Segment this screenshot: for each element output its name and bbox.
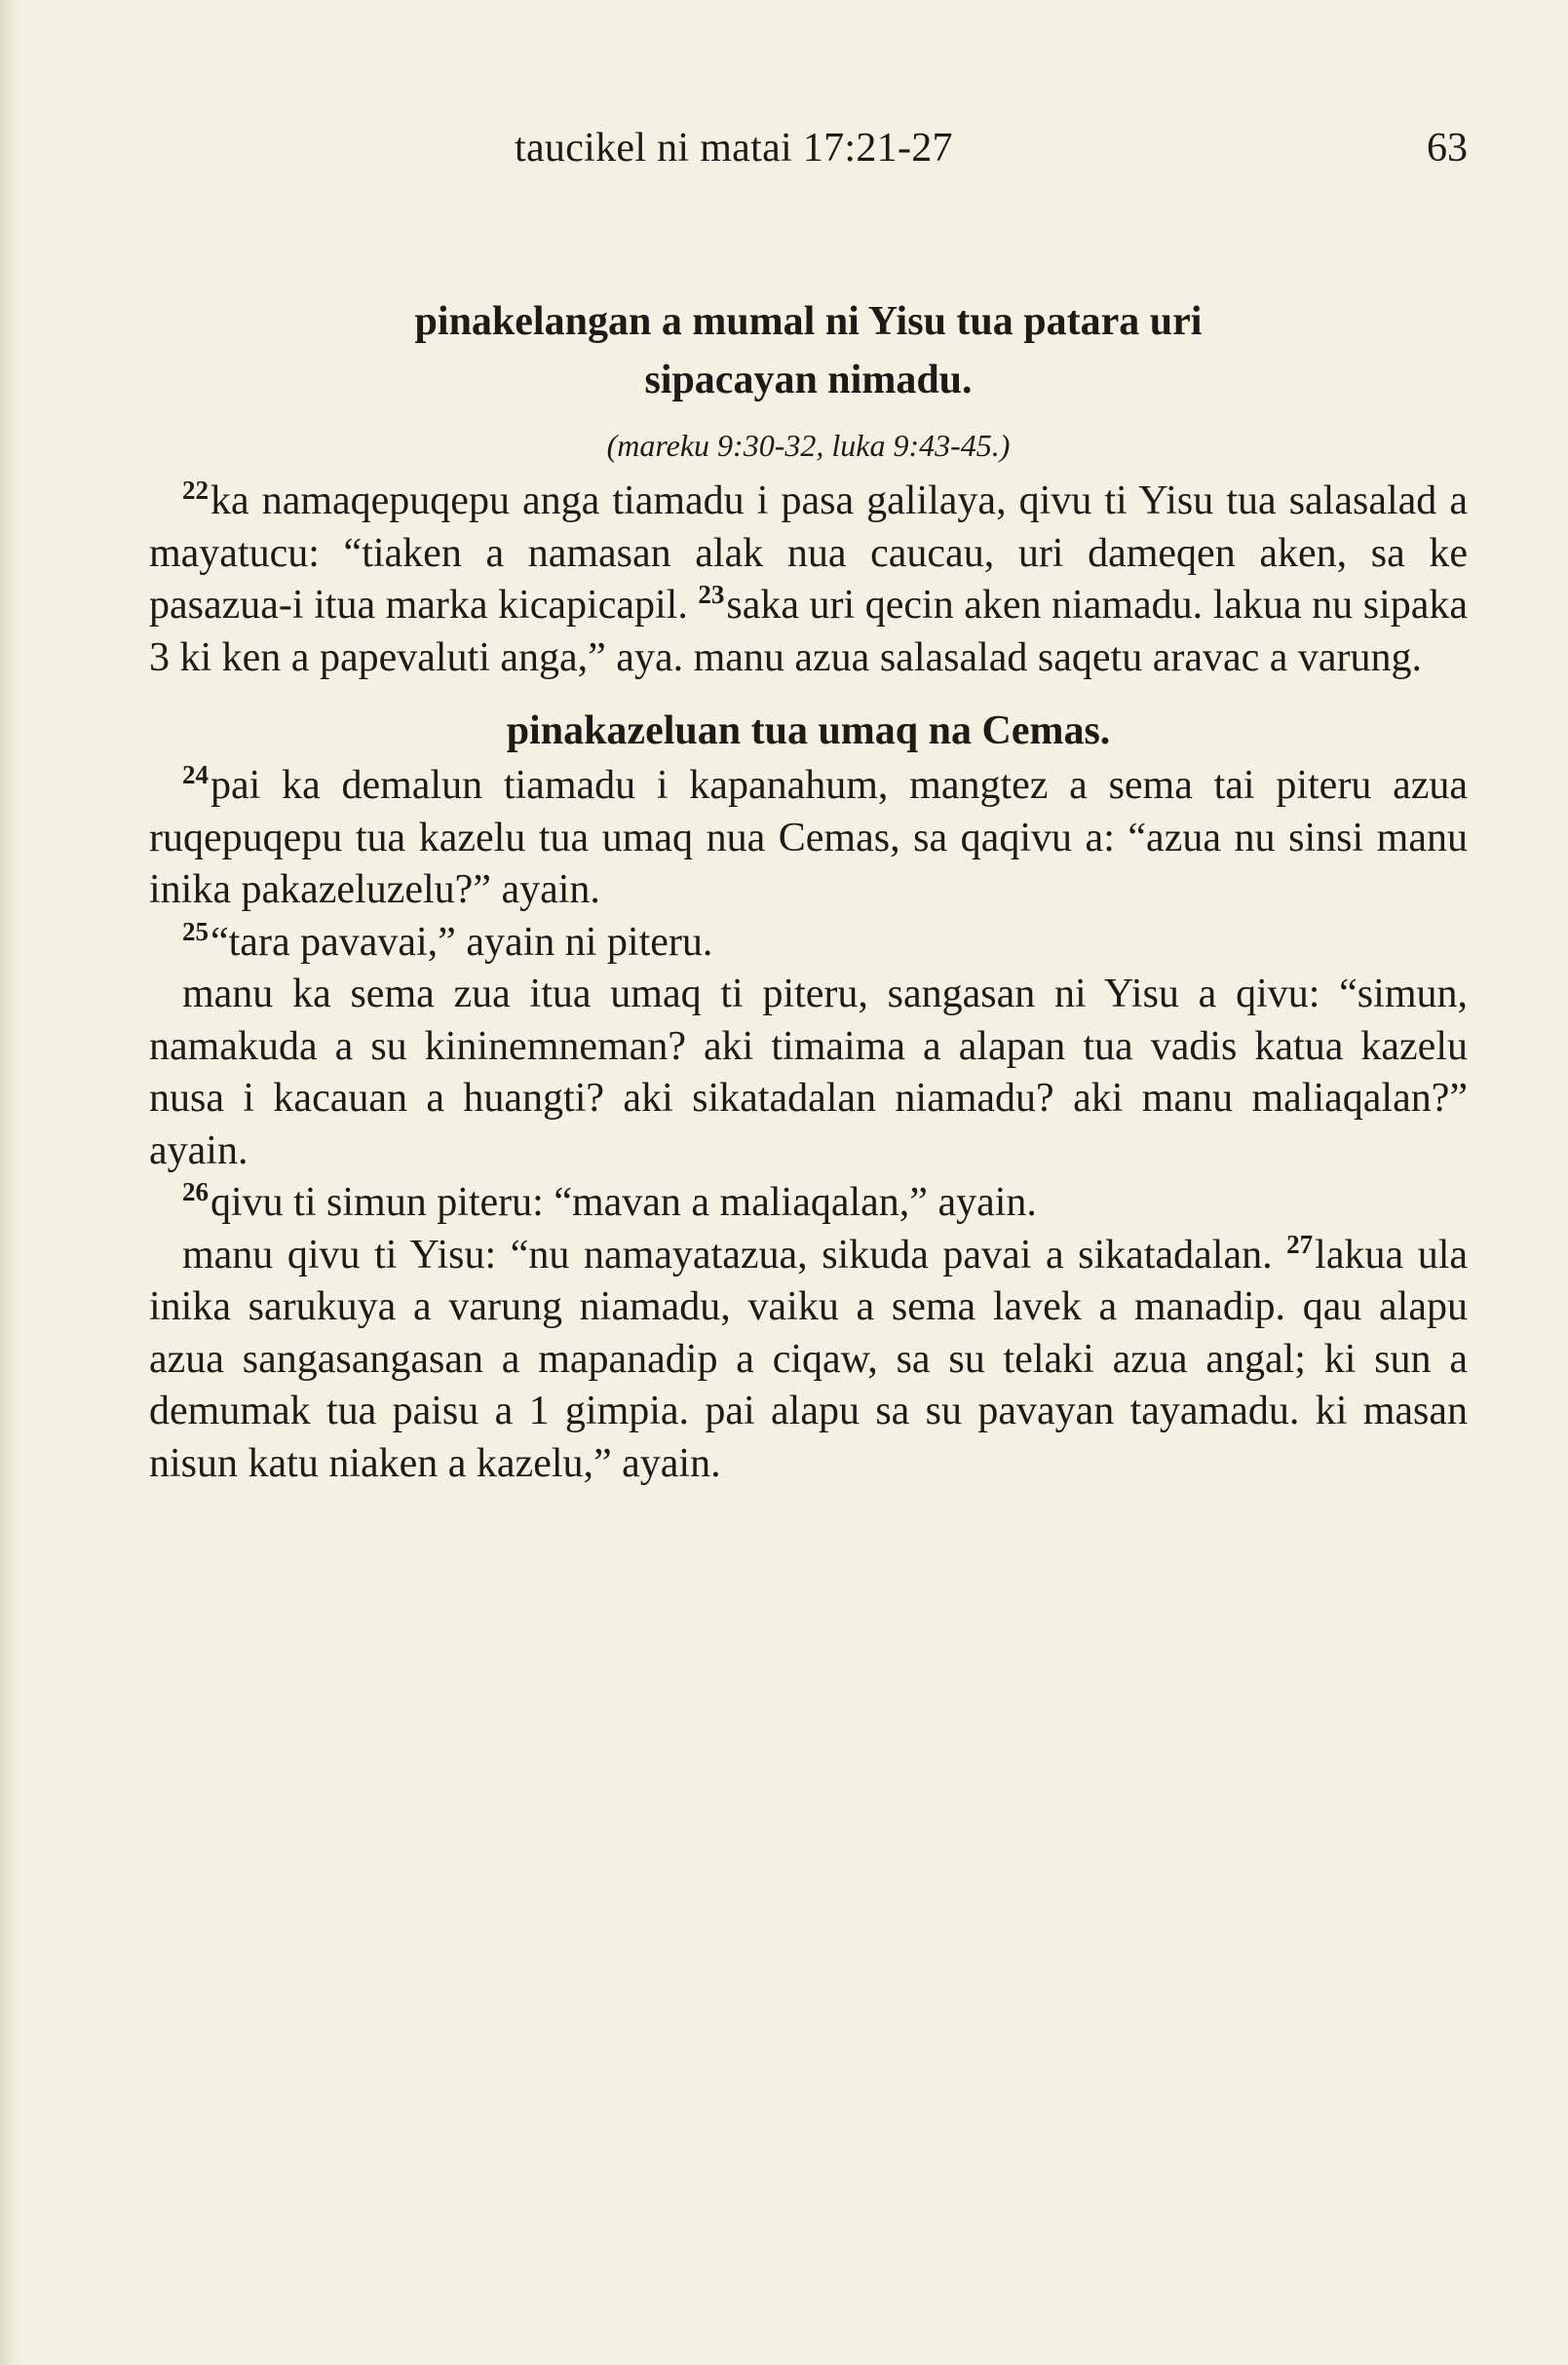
paragraph-after-v25: manu ka sema zua itua umaq ti piteru, sangasan ni Yisu a qivu: “simun, namakuda a su kininemneman? aki timaima a alapan tua vadis katua kazelu nusa i kacauan a huangti? aki sikatadalan niamadu? aki manu maliaqalan?” ayain. [149, 972, 1468, 1173]
section-title: pinakazeluan tua umaq na Cemas. [506, 708, 1111, 753]
section-title-line2: sipacayan nimadu. [644, 358, 973, 402]
section-title-line1: pinakelangan a mumal ni Yisu tua patara uri [414, 299, 1203, 344]
page-number: 63 [1427, 126, 1468, 171]
paragraph-v24 [149, 760, 1468, 917]
verse-text: ka namaqepuqepu anga tiamadu i pasa galilaya, qivu ti Yisu tua salasalad a mayatucu: “tiaken a namasan alak nua caucau, uri dameqen aken, sa ke pasazua-i itua marka kicapicapil. [149, 478, 1468, 628]
page-header [149, 125, 1468, 183]
paragraph-v26 [149, 1177, 1468, 1230]
verse-text: pai ka demalun tiamadu i kapanahum, mangtez a sema tai piteru azua ruqepuqepu tua kazelu tua umaq nua Cemas, sa qaqivu a: “azua nu sinsi manu inika pakazeluzelu?” ayain. [149, 763, 1468, 912]
verse-text: qivu ti simun piteru: “mavan a maliaqalan,” ayain. [210, 1180, 1037, 1225]
verse-text: “tara pavavai,” ayain ni piteru. [210, 919, 713, 965]
verse-number: 23 [698, 580, 725, 609]
page-edge [0, 0, 19, 2365]
verse-number: 25 [182, 916, 209, 946]
verse-number: 24 [182, 760, 209, 789]
paragraph-v22 [149, 476, 1468, 684]
paragraph-v25 [149, 917, 1468, 970]
verse-text: lakua ula inika sarukuya a varung niamadu, vaiku a sema lavek a manadip. qau alapu azua sangasangasan a mapanadip a ciqaw, sa su telaki azua angal; ki sun a demumak tua paisu a 1 gimpia. pai alapu sa su pavayan tayamadu. ki masan nisun katu niaken a kazelu,” ayain. [149, 1232, 1469, 1486]
spacer [149, 684, 1468, 702]
page-body [149, 292, 1468, 1490]
verse-number: 27 [1286, 1229, 1314, 1259]
cross-reference: (mareku 9:30-32, luka 9:43-45.) [606, 428, 1011, 463]
verse-text: manu qivu ti Yisu: “nu namayatazua, sikuda pavai a sikatadalan. [182, 1232, 1273, 1278]
paragraph-v27 [149, 1230, 1468, 1491]
verse-text: saka uri qecin aken niamadu. lakua nu sipaka 3 ki ken a papevaluti anga,” aya. manu azua salasalad saqetu aravac a varung. [149, 583, 1469, 680]
verse-number: 26 [182, 1177, 209, 1206]
verse-number: 22 [182, 476, 209, 505]
section-title [149, 292, 1468, 409]
running-title: taucikel ni matai 17:21-27 [515, 126, 953, 171]
